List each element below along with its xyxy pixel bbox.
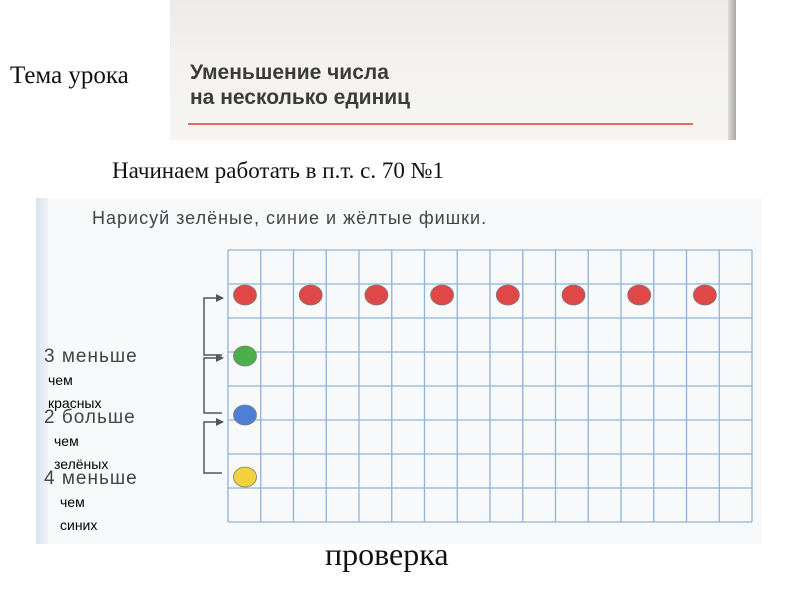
row-arrows	[204, 294, 224, 473]
bracket-line	[204, 358, 222, 413]
chip	[234, 405, 257, 425]
bracket-line	[204, 422, 222, 473]
chip	[693, 285, 716, 305]
chip	[562, 285, 585, 305]
chip	[234, 467, 257, 487]
row-condition-sub: чем	[54, 433, 79, 449]
task-text: Нарисуй зелёные, синие и жёлтые фишки.	[92, 208, 488, 228]
check-link[interactable]: проверка	[325, 536, 449, 572]
row-condition-sub: чем	[60, 494, 85, 510]
row-condition-label: 4 меньше	[44, 468, 138, 489]
arrow-head	[216, 294, 224, 302]
topic-title-line-1: Уменьшение числа	[190, 61, 389, 84]
chip	[496, 285, 519, 305]
row-condition-sub: чем	[48, 372, 73, 388]
bracket-line	[204, 298, 222, 355]
instruction-text: Начинаем работать в п.т. с. 70 №1	[112, 158, 445, 183]
row-condition-note	[60, 491, 97, 537]
chip	[628, 285, 651, 305]
chip	[234, 346, 257, 366]
chip	[431, 285, 454, 305]
topic-title-line-2: на несколько единиц	[190, 86, 411, 109]
row-condition-ref: зелёных	[54, 456, 109, 472]
arrow-head	[216, 418, 224, 426]
topic-label: Тема урока	[10, 62, 129, 89]
chip	[299, 285, 322, 305]
row-condition-ref: синих	[60, 517, 98, 533]
chip	[234, 285, 257, 305]
chip	[365, 285, 388, 305]
row-condition-label: 2 больше	[44, 407, 136, 428]
row-condition-ref: красных	[48, 395, 102, 411]
row-condition-label: 3 меньше	[44, 346, 138, 367]
